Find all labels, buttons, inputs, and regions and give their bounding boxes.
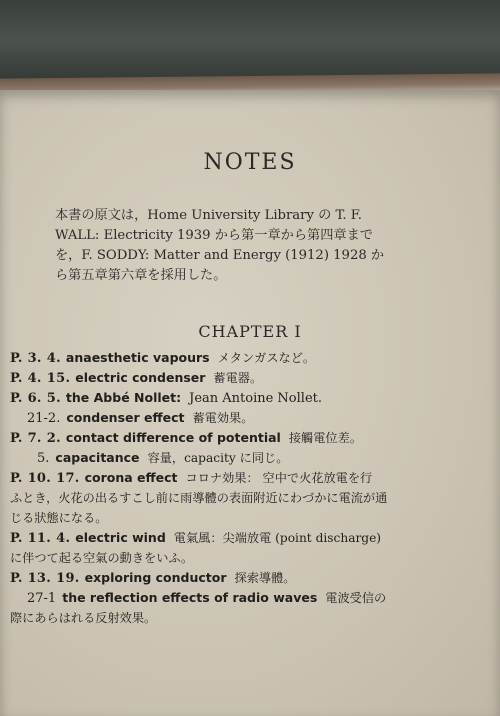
note-entry — [10, 348, 490, 368]
notes-list — [10, 348, 490, 628]
page-ref: P. 6. — [10, 391, 42, 406]
page-ref: P. 10. — [10, 471, 52, 486]
line-number: 5. — [37, 451, 50, 466]
note-entry — [10, 568, 490, 588]
page-ref: P. 13. — [10, 571, 52, 586]
intro-line: 本書の原文は，Home University Library の T. F. — [55, 208, 362, 223]
note-term: electric condenser — [75, 370, 206, 385]
line-number: 2. — [46, 431, 61, 446]
note-gloss: 容量，capacity に同じ。 — [147, 451, 289, 465]
note-gloss: 電氣風：尖端放電 (point discharge) — [173, 531, 382, 545]
note-gloss: 接觸電位差。 — [288, 431, 362, 445]
line-number: 15. — [46, 371, 71, 386]
note-term: capacitance — [55, 450, 140, 465]
intro-line: WALL: Electricity 1939 から第一章から第四章まで — [55, 228, 373, 243]
note-gloss: コロナ効果： 空中で火花放電を行 — [185, 471, 373, 485]
page-ref: P. 4. — [10, 371, 42, 386]
note-continuation: に伴つて起る空氣の動きをいふ。 — [10, 551, 194, 565]
note-gloss: Jean Antoine Nollet. — [189, 391, 323, 406]
note-entry — [10, 448, 490, 468]
line-number: 4. — [46, 351, 61, 366]
note-term: anaesthetic vapours — [65, 350, 210, 365]
page-ref: P. 7. — [10, 431, 42, 446]
intro-paragraph — [55, 206, 455, 286]
note-entry — [10, 528, 490, 548]
note-entry — [10, 588, 490, 608]
note-entry — [10, 468, 490, 488]
note-term: condenser effect — [66, 410, 185, 425]
note-gloss: 電波受信の — [325, 591, 387, 605]
page-ref: P. 11. — [10, 531, 52, 546]
line-number: 4. — [56, 531, 71, 546]
note-entry — [10, 368, 490, 388]
page-title: NOTES — [203, 150, 297, 175]
line-number: 17. — [56, 471, 80, 486]
line-number: 19. — [56, 571, 80, 586]
note-entry — [10, 388, 490, 408]
note-entry — [10, 428, 490, 448]
note-gloss: 蓄電効果。 — [192, 411, 254, 425]
note-continuation: 際にあらはれる反射效果。 — [10, 611, 157, 625]
line-number: 5. — [46, 391, 61, 406]
note-entry — [10, 408, 490, 428]
note-term: contact difference of potential — [65, 430, 281, 445]
note-continuation: ふとき，火花の出るすこし前に雨導體の表面附近にわづかに電流が通 — [10, 491, 388, 505]
note-term: the reflection effects of radio waves — [62, 590, 318, 605]
note-term: the Abbé Nollet: — [65, 390, 182, 405]
page-ref: P. 3. — [10, 351, 42, 366]
note-gloss: 蓄電器。 — [213, 371, 263, 385]
intro-line: ら第五章第六章を採用した。 — [55, 268, 227, 283]
line-number: 27-1 — [27, 591, 57, 606]
line-number: 21-2. — [27, 411, 61, 426]
note-gloss: 探索導體。 — [234, 571, 296, 585]
note-gloss: メタンガスなど。 — [217, 351, 316, 365]
chapter-heading: CHAPTER I — [198, 322, 302, 341]
note-term: exploring conductor — [84, 570, 227, 585]
intro-line: を，F. SODDY: Matter and Energy (1912) 1928 か — [55, 248, 385, 263]
note-continuation: じる狀態になる。 — [10, 511, 108, 525]
note-term: electric wind — [75, 530, 166, 545]
note-term: corona effect — [84, 470, 178, 485]
